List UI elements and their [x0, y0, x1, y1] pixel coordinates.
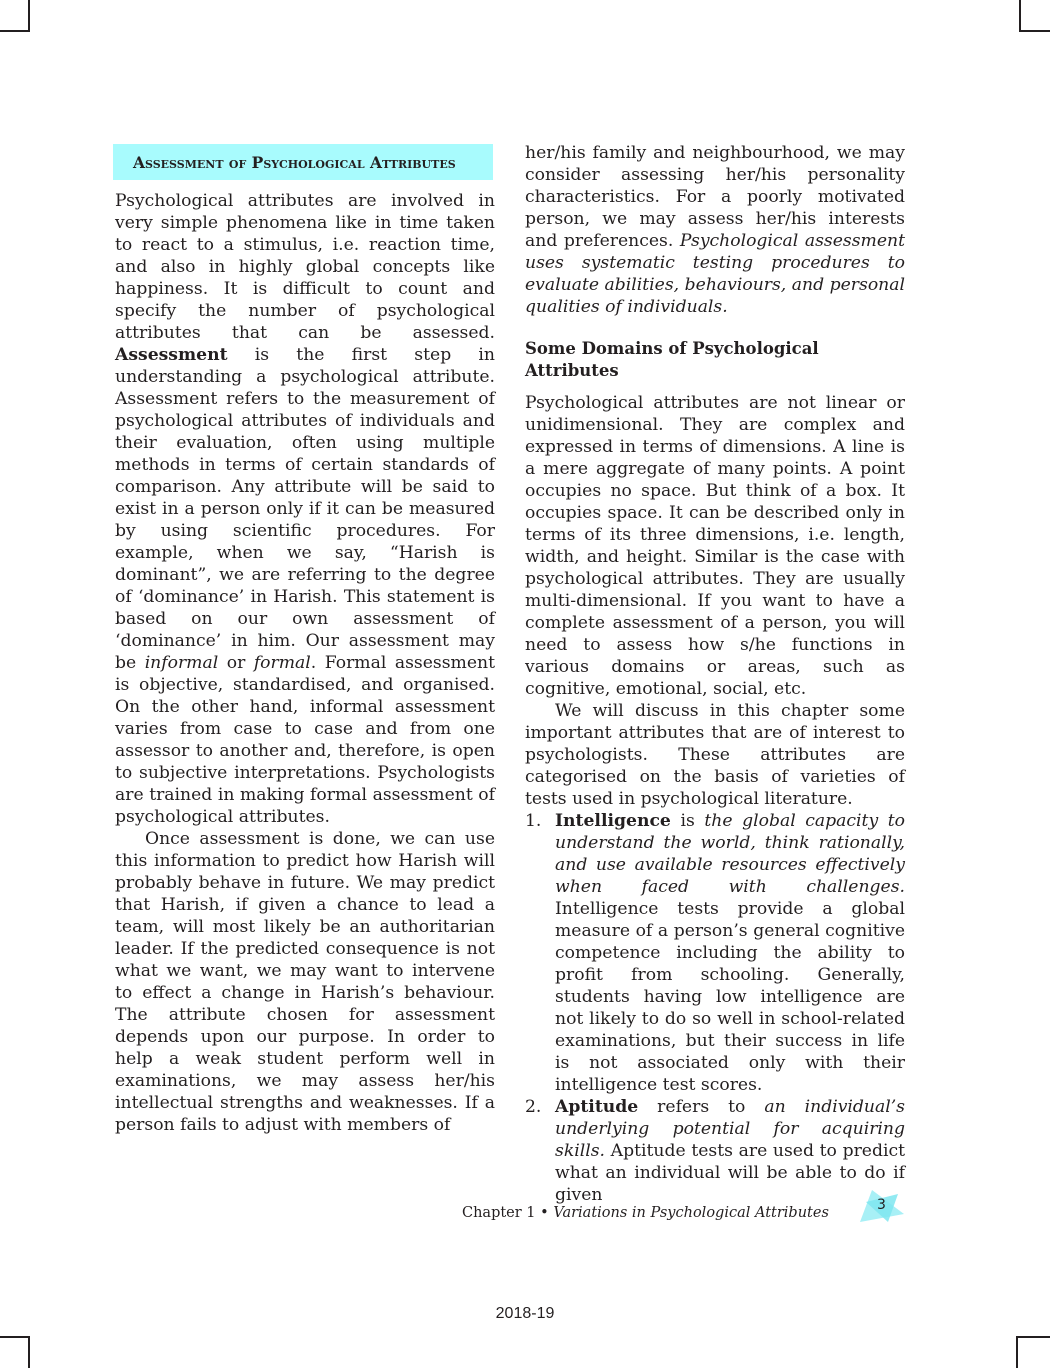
running-footer [462, 1205, 829, 1221]
text: is the first step in understanding a psychological attribute. Assessment refers to the measurement of psychological attributes of individuals and their evaluation, often using multiple methods in terms of certain standards of comparison. Any attribute will be said to exist in a person only if it can be measured by using scientific procedures. For example, when we say, “Harish is dominant”, we are referring to the degree of ‘dominance’ in Harish. This statement is based on our own assessment of ‘dominance’ in him. Our assessment may be [115, 345, 495, 673]
list-item-intelligence [525, 810, 905, 1096]
chapter-label: Chapter 1 [462, 1205, 536, 1221]
crop-mark-tl-h [0, 30, 30, 32]
crop-mark-tr-h [1019, 30, 1050, 32]
italic-informal: informal [144, 653, 219, 673]
paragraph-chapter-intro: We will discuss in this chapter some important attributes that are of interest to psychologists. These attributes are categorised on the basis of varieties of tests used in psychological literature. [525, 701, 905, 809]
section-heading-text: Assessment of Psychological Attributes [133, 153, 456, 172]
crop-mark-br-h [1016, 1336, 1050, 1338]
text: refers to [638, 1097, 765, 1117]
text: Psychological attributes are involved in very simple phenomena like in time taken to react to a stimulus, i.e. reaction time, and also in highly global concepts like happiness. It is difficult to count and specify the number of psychological attributes that can be assessed. [115, 191, 495, 343]
text: . Formal assessment is objective, standardised, and organised. On the other hand, informal assessment varies from case to case and from one assessor to another and, therefore, is open to subjective interpretations. Psychologists are trained in making formal assessment of psychological attributes. [115, 653, 495, 827]
edition-year: 2018-19 [495, 1305, 555, 1322]
bold-term-assessment: Assessment [115, 345, 228, 365]
left-column [115, 142, 495, 1136]
right-column [525, 142, 905, 1206]
italic-definition: Psychological assessment uses systematic testing procedures to evaluate abilities, behaviours, and personal qualities of individuals. [525, 231, 905, 317]
list-item-aptitude [525, 1096, 905, 1206]
subheading: Some Domains of Psychological Attributes [525, 339, 819, 380]
paragraph-assessment-intro [115, 190, 495, 828]
italic-formal: formal [253, 653, 311, 673]
list-number: 2. [525, 1097, 542, 1117]
italic-definition: an individual’s underlying potential for acquiring skills. [555, 1097, 905, 1161]
crop-mark-bl-h [0, 1336, 30, 1338]
crop-mark-tr-v [1019, 0, 1021, 31]
text: Intelligence tests provide a global measure of a person’s general cognitive competence including the ability to profit from schooling. Generally, students having low intelligence are not likely to do so well in school-related examinations, but their success in life is not associated only with their intelligence test scores. [555, 899, 905, 1095]
crop-mark-br-v [1016, 1336, 1018, 1368]
text: her/his family and neighbourhood, we may consider assessing her/his personality characteristics. For a poorly motivated person, we may assess her/his interests and preferences. [525, 143, 905, 251]
bold-term: Intelligence [555, 811, 671, 831]
bold-term: Aptitude [555, 1097, 639, 1117]
list-number: 1. [525, 811, 542, 831]
paragraph-continuation [525, 142, 905, 318]
attribute-list [525, 810, 905, 1206]
paragraph-prediction: Once assessment is done, we can use this information to predict how Harish will probably behave in future. We may predict that Harish, if given a chance to lead a team, will most likely be an authoritarian leader. If the predicted consequence is not what we want, we may want to intervene to effect a change in Harish’s behaviour. The attribute chosen for assessment depends upon our purpose. In order to help a weak student perform well in examinations, we may assess her/his intellectual strengths and weaknesses. If a person fails to adjust with members of [115, 829, 495, 1135]
text: Aptitude tests are used to predict what an individual will be able to do if given [555, 1141, 905, 1205]
paragraph-domains: Psychological attributes are not linear or unidimensional. They are complex and expressed in terms of dimensions. A line is a mere aggregate of many points. A point occupies no space. But think of a box. It occupies space. It can be described only in terms of its three dimensions, i.e. length, width, and height. Similar is the case with psychological attributes. They are usually multi-dimensional. If you want to have a complete assessment of a person, you will need to assess how s/he functions in various domains or areas, such as cognitive, emotional, social, etc. [525, 393, 905, 699]
crop-mark-bl-v [28, 1336, 30, 1368]
page-number: 3 [877, 1197, 886, 1213]
bullet-separator: • [535, 1205, 554, 1221]
text: or [218, 653, 254, 673]
crop-mark-tl-v [28, 0, 30, 31]
chapter-title: Variations in Psychological Attributes [553, 1205, 829, 1221]
italic-definition: the global capacity to understand the world, think rationally, and use available resources effectively when faced with challenges. [555, 811, 906, 897]
text: is [670, 811, 705, 831]
section-heading [113, 144, 493, 180]
